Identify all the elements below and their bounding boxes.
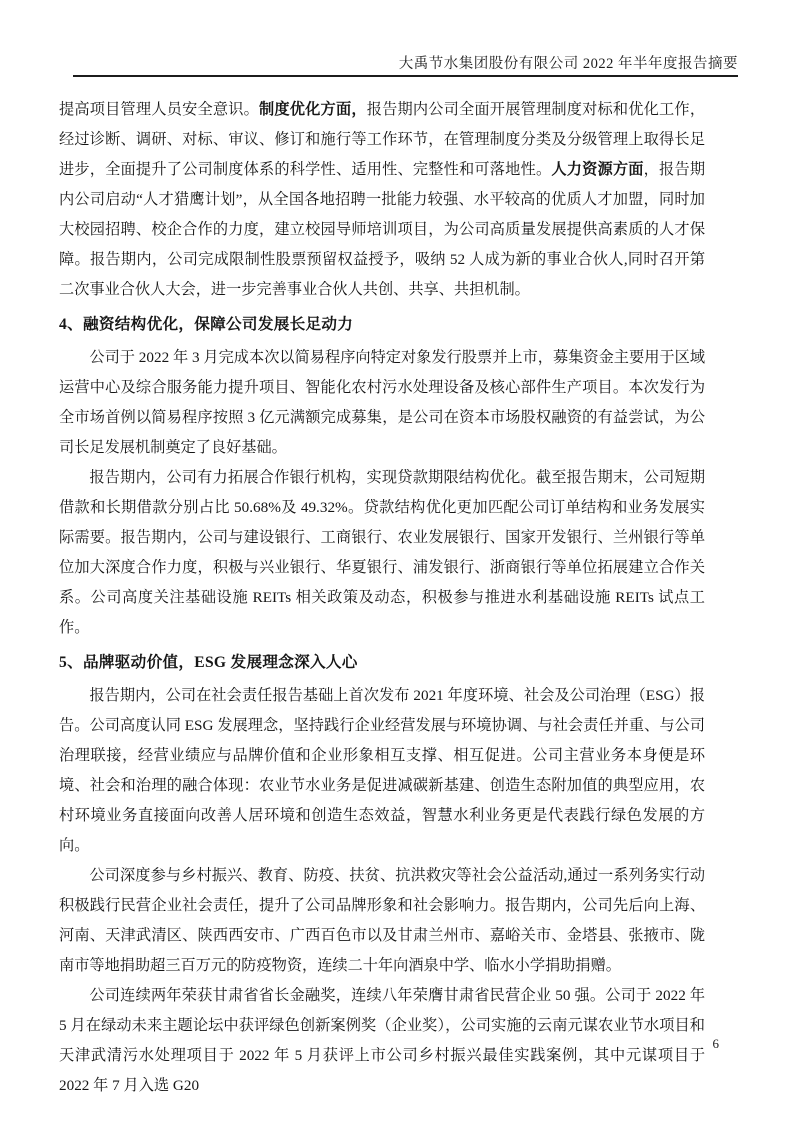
bold-text-run: 人力资源方面 [551,161,644,178]
paragraph [59,861,705,981]
text-run: 提高项目管理人员安全意识。 [59,101,260,118]
text-run: 报告期内，公司有力拓展合作银行机构，实现贷款期限结构优化。截至报告期末，公司短期借款和长期借款分别占比 50.68%及 49.32%。贷款结构优化更加匹配公司订单结构和业务发展实际需要。报告期内，公司与建设银行、工商银行、农业发展银行、国家开发银行、兰州银行等单位加大深度合作力度，积极与兴业银行、华夏银行、浦发银行、浙商银行等单位拓展建立合作关系。公司高度关注基础设施 REITs 相关政策及动态，积极参与推进水利基础设施 REITs 试点工作。 [59,469,705,636]
header-divider-line [73,75,738,77]
paragraph [59,343,705,463]
paragraph [59,981,705,1101]
section-heading [59,648,705,678]
bold-text-run: 5、品牌驱动价值，ESG 发展理念深入人心 [59,654,358,671]
paragraph [59,463,705,643]
document-body [59,95,705,1101]
text-run: 报告期内公司全面开展管理制度对标和优化工作，经过诊断、调研、对标、审议、修订和施行等工作环节，在管理制度分类及分级管理上取得长足进步，全面提升了公司制度体系的科学性、适用性、完整性和可落地性。 [59,101,706,178]
text-run: 公司深度参与乡村振兴、教育、防疫、扶贫、抗洪救灾等社会公益活动,通过一系列务实行动积极践行民营企业社会责任，提升了公司品牌形象和社会影响力。报告期内，公司先后向上海、河南、天津武清区、陕西西安市、广西百色市以及甘肃兰州市、嘉峪关市、金塔县、张掖市、陇南市等地捐助超三百万元的防疫物资，连续二十年向酒泉中学、临水小学捐助捐赠。 [59,867,705,974]
text-run: 公司于 2022 年 3 月完成本次以简易程序向特定对象发行股票并上市，募集资金主要用于区域运营中心及综合服务能力提升项目、智能化农村污水处理设备及核心部件生产项目。本次发行为全市场首例以简易程序按照 3 亿元满额完成募集，是公司在资本市场股权融资的有益尝试，为公司长足发展机制奠定了良好基础。 [59,349,705,456]
page-number: 6 [712,1036,719,1051]
paragraph [59,681,705,861]
section-heading [59,310,705,340]
paragraph [59,95,705,305]
text-run: 公司连续两年荣获甘肃省省长金融奖，连续八年荣膺甘肃省民营企业 50 强。公司于 2022 年 5 月在绿动未来主题论坛中获评绿色创新案例奖（企业奖），公司实施的云南元谋农业节水项目和天津武清污水处理项目于 2022 年 5 月获评上市公司乡村振兴最佳实践案例，其中元谋项目于 2022 年 7 月入选 G20 [59,987,705,1094]
bold-text-run: 制度优化方面， [259,101,367,118]
text-run: 报告期内，公司在社会责任报告基础上首次发布 2021 年度环境、社会及公司治理（ESG）报告。公司高度认同 ESG 发展理念，坚持践行企业经营发展与环境协调、与社会责任并重、与公司治理联接，经营业绩应与品牌价值和企业形象相互支撑、相互促进。公司主营业务本身便是环境、社会和治理的融合体现：农业节水业务是促进减碳新基建、创造生态附加值的典型应用，农村环境业务直接面向改善人居环境和创造生态效益，智慧水利业务更是代表践行绿色发展的方向。 [59,687,705,854]
text-run: ，报告期内公司启动“人才猎鹰计划”，从全国各地招聘一批能力较强、水平较高的优质人才加盟，同时加大校园招聘、校企合作的力度，建立校园导师培训项目，为公司高质量发展提供高素质的人才保障。报告期内，公司完成限制性股票预留权益授予，吸纳 52 人成为新的事业合伙人,同时召开第二次事业合伙人大会，进一步完善事业合伙人共创、共享、共担机制。 [59,161,706,298]
bold-text-run: 4、融资结构优化，保障公司发展长足动力 [59,316,354,333]
page-header-title: 大禹节水集团股份有限公司 2022 年半年度报告摘要 [398,56,738,72]
